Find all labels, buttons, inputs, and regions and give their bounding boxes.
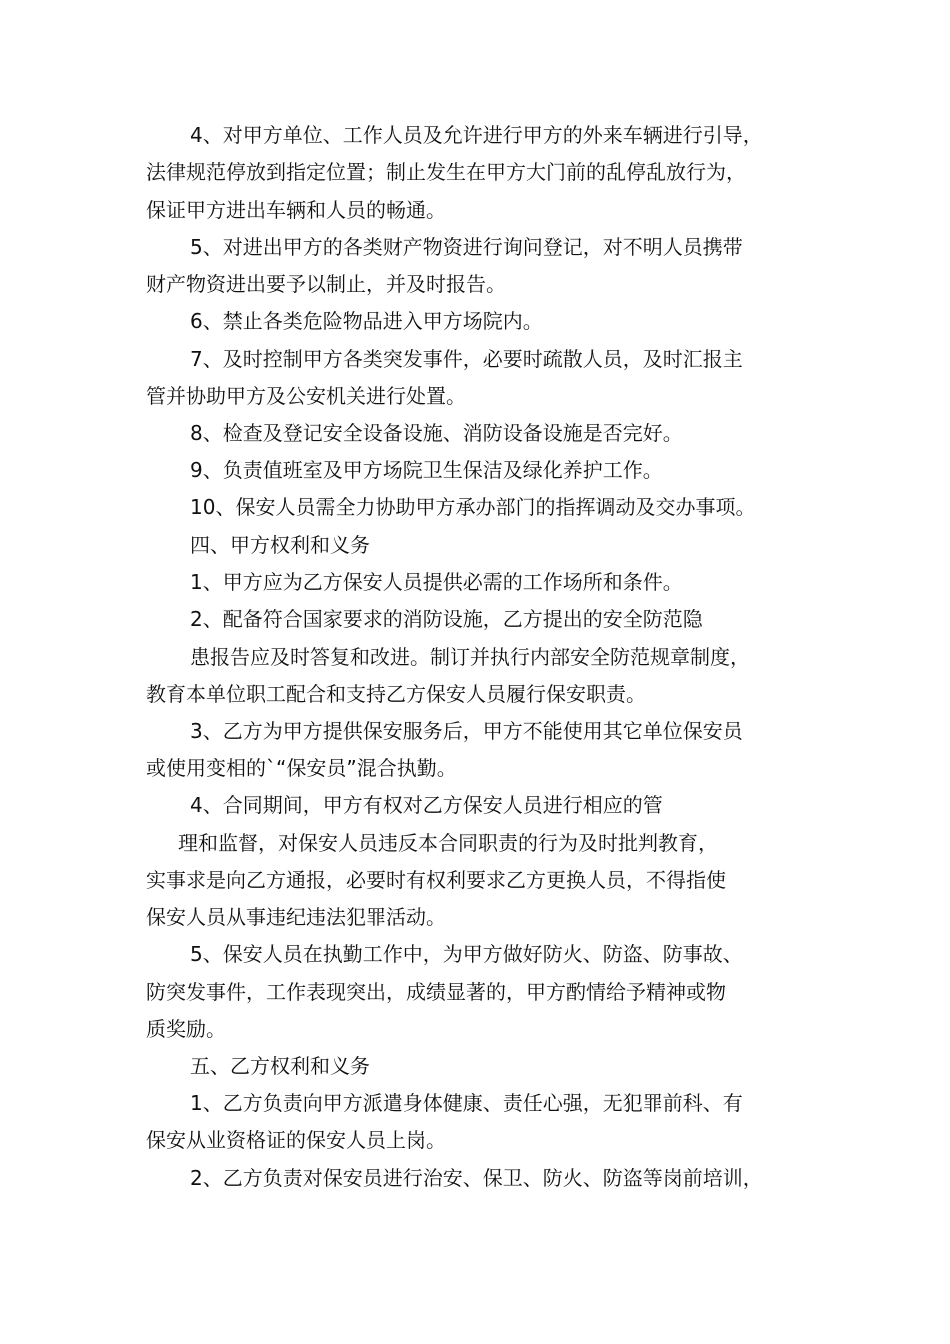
text-line: 9、负责值班室及甲方场院卫生保洁及绿化养护工作。	[190, 458, 663, 482]
text-line: 财产物资进出要予以制止，并及时报告。	[146, 272, 506, 296]
text-line: 5、对进出甲方的各类财产物资进行询问登记，对不明人员携带	[190, 235, 743, 259]
text-line: 1、乙方负责向甲方派遣身体健康、责任心强，无犯罪前科、有	[190, 1091, 743, 1115]
section-heading: 四、甲方权利和义务	[190, 533, 370, 557]
text-line: 保安人员从事违纪违法犯罪活动。	[146, 905, 446, 929]
text-line: 防突发事件，工作表现突出，成绩显著的，甲方酌情给予精神或物	[146, 980, 726, 1004]
text-line: 10、保安人员需全力协助甲方承办部门的指挥调动及交办事项。	[190, 495, 756, 519]
text-line: 理和监督，对保安人员违反本合同职责的行为及时批判教育，	[178, 831, 718, 855]
text-line: 实事求是向乙方通报，必要时有权利要求乙方更换人员，不得指使	[146, 868, 726, 892]
text-line: 或使用变相的`“保安员”混合执勤。	[146, 756, 457, 780]
text-line: 2、配备符合国家要求的消防设施，乙方提出的安全防范隐	[190, 607, 703, 631]
text-line: 1、甲方应为乙方保安人员提供必需的工作场所和条件。	[190, 570, 683, 594]
text-line: 4、对甲方单位、工作人员及允许进行甲方的外来车辆进行引导，	[190, 123, 763, 147]
text-line: 6、禁止各类危险物品进入甲方场院内。	[190, 309, 543, 333]
text-line: 管并协助甲方及公安机关进行处置。	[146, 384, 466, 408]
text-line: 保安从业资格证的保安人员上岗。	[146, 1128, 446, 1152]
text-line: 8、检查及登记安全设备设施、消防设备设施是否完好。	[190, 421, 683, 445]
text-line: 教育本单位职工配合和支持乙方保安人员履行保安职责。	[146, 682, 646, 706]
section-heading: 五、乙方权利和义务	[190, 1054, 370, 1078]
text-line: 法律规范停放到指定位置；制止发生在甲方大门前的乱停乱放行为，	[146, 160, 746, 184]
text-line: 2、乙方负责对保安员进行治安、保卫、防火、防盗等岗前培训，	[190, 1166, 763, 1190]
text-line: 质奖励。	[146, 1017, 226, 1041]
text-line: 3、乙方为甲方提供保安服务后，甲方不能使用其它单位保安员	[190, 719, 743, 743]
text-line: 保证甲方进出车辆和人员的畅通。	[146, 198, 446, 222]
text-line: 患报告应及时答复和改进。制订并执行内部安全防范规章制度，	[190, 645, 750, 669]
text-line: 7、及时控制甲方各类突发事件，必要时疏散人员，及时汇报主	[190, 347, 743, 371]
text-line: 4、合同期间，甲方有权对乙方保安人员进行相应的管	[190, 793, 663, 817]
text-line: 5、保安人员在执勤工作中，为甲方做好防火、防盗、防事故、	[190, 942, 743, 966]
